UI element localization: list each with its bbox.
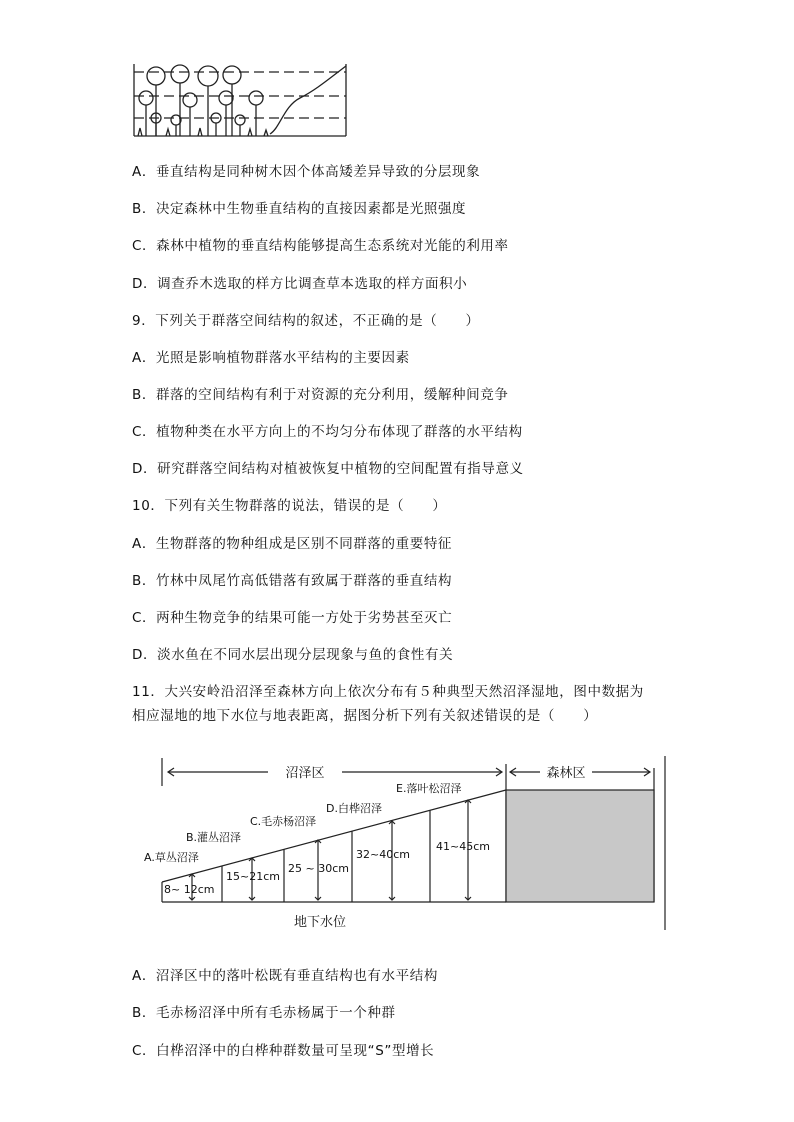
q10-stem: 10．下列有关生物群落的说法，错误的是（ ） (132, 498, 447, 514)
q11-stem-line2: 相应湿地的地下水位与地表距离，据图分析下列有关叙述错误的是（ ） (132, 708, 598, 724)
q9-option-b: B．群落的空间结构有利于对资源的充分利用，缓解种间竞争 (132, 387, 509, 403)
wetland-a-label: A.草丛沼泽 (144, 851, 199, 864)
q8-option-c: C．森林中植物的垂直结构能够提高生态系统对光能的利用率 (132, 238, 509, 254)
q9-option-d: D．研究群落空间结构对植被恢复中植物的空间配置有指导意义 (132, 461, 524, 477)
q11-option-b: B．毛赤杨沼泽中所有毛赤杨属于一个种群 (132, 1005, 396, 1021)
wetland-diagram (144, 750, 670, 935)
q11-stem-line1: 11．大兴安岭沿沼泽至森林方向上依次分布有５种典型天然沼泽湿地，图中数据为 (132, 684, 644, 700)
forest-layers-figure (130, 58, 350, 140)
q11-option-a: A．沼泽区中的落叶松既有垂直结构也有水平结构 (132, 968, 438, 984)
depth-d-label: 32~40cm (356, 848, 410, 861)
q8-option-a: A．垂直结构是同种树木因个体高矮差异导致的分层现象 (132, 164, 481, 180)
wetland-e-label: E.落叶松沼泽 (396, 782, 462, 795)
wetland-d-label: D.白桦沼泽 (326, 802, 382, 815)
depth-b-label: 15~21cm (226, 870, 280, 883)
q9-option-c: C．植物种类在水平方向上的不均匀分布体现了群落的水平结构 (132, 424, 523, 440)
depth-e-label: 41~45cm (436, 840, 490, 853)
q8-option-d: D．调查乔木选取的样方比调查草本选取的样方面积小 (132, 276, 468, 292)
q8-option-b: B．决定森林中生物垂直结构的直接因素都是光照强度 (132, 201, 467, 217)
q10-option-b: B．竹林中凤尾竹高低错落有致属于群落的垂直结构 (132, 573, 453, 589)
wetland-b-label: B.灌丛沼泽 (186, 831, 242, 844)
groundwater-label: 地下水位 (293, 915, 347, 930)
q11-option-c: C．白桦沼泽中的白桦种群数量可呈现“S”型增长 (132, 1043, 435, 1059)
zone-forest-label: 森林区 (546, 766, 586, 781)
zone-swamp-label: 沼泽区 (285, 766, 325, 781)
q10-option-d: D．淡水鱼在不同水层出现分层现象与鱼的食性有关 (132, 647, 454, 663)
q10-option-c: C．两种生物竞争的结果可能一方处于劣势甚至灭亡 (132, 610, 453, 626)
wetland-c-label: C.毛赤杨沼泽 (250, 815, 317, 828)
depth-c-label: 25 ~ 30cm (288, 862, 349, 875)
depth-a-label: 8~ 12cm (164, 883, 215, 896)
q9-stem: 9．下列关于群落空间结构的叙述，不正确的是（ ） (132, 313, 480, 329)
q9-option-a: A．光照是影响植物群落水平结构的主要因素 (132, 350, 410, 366)
q10-option-a: A．生物群落的物种组成是区别不同群落的重要特征 (132, 536, 453, 552)
